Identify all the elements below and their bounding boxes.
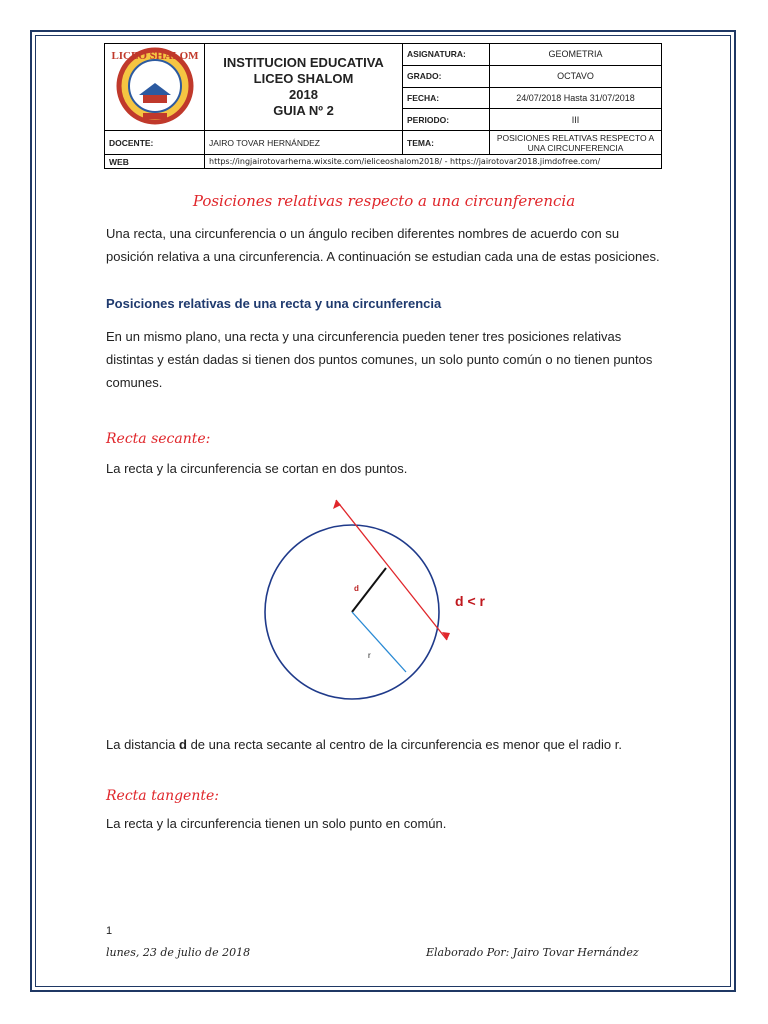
tangente-text: La recta y la circunferencia tienen un solo punto en común.: [106, 816, 447, 831]
asignatura-value: GEOMETRIA: [490, 44, 662, 66]
docente-value: JAIRO TOVAR HERNÁNDEZ: [205, 131, 403, 155]
tema-label: TEMA:: [403, 131, 490, 155]
guide-number: GUIA Nº 2: [273, 103, 334, 118]
institution-line2: LICEO SHALOM: [253, 71, 354, 86]
conclusion-bold-d: d: [179, 737, 187, 752]
secant-line: [336, 500, 447, 640]
radius-segment: [352, 612, 406, 672]
page-number: 1: [106, 925, 113, 937]
secante-text: La recta y la circunferencia se cortan en dos puntos.: [106, 461, 408, 476]
section-paragraph: En un mismo plano, una recta y una circunferencia pueden tener tres posiciones relativas distintas y están dadas si tienen dos puntos comunes, un solo punto común o no tienen puntos comunes.: [106, 329, 653, 390]
web-label: WEB: [105, 155, 205, 169]
fecha-label: FECHA:: [403, 87, 490, 109]
institution-line1: INSTITUCION EDUCATIVA: [223, 55, 384, 70]
fecha-value: 24/07/2018 Hasta 31/07/2018: [490, 87, 662, 109]
conclusion-suffix: de una recta secante al centro de la circunferencia es menor que el radio r.: [186, 737, 622, 752]
docente-label: DOCENTE:: [105, 131, 205, 155]
tangente-heading: Recta tangente:: [106, 788, 219, 804]
section-heading: Posiciones relativas de una recta y una circunferencia: [106, 296, 442, 311]
footer-author: Elaborado Por: Jairo Tovar Hernández: [426, 946, 639, 959]
periodo-value: III: [490, 109, 662, 131]
page-title: Posiciones relativas respecto a una circunferencia: [192, 192, 576, 210]
secante-heading: Recta secante:: [106, 431, 211, 447]
periodo-label: PERIODO:: [403, 109, 490, 131]
institution-year: 2018: [289, 87, 318, 102]
secante-conclusion: [106, 733, 666, 756]
web-links[interactable]: https://ingjairotovarherna.wixsite.com/ieliceoshalom2018/ - https://jairotovar2018.jimdofree.com/: [205, 155, 662, 169]
footer-date: lunes, 23 de julio de 2018: [106, 946, 251, 959]
logo-text: LICEO SHALOM: [111, 50, 199, 62]
intro-paragraph: Una recta, una circunferencia o un ángulo reciben diferentes nombres de acuerdo con su posición relativa a una circunferencia. A continuación se estudian cada una de estas posiciones.: [106, 226, 660, 264]
secant-arrow-start: [333, 500, 341, 509]
conclusion-prefix: La distancia: [106, 737, 179, 752]
tema-value: POSICIONES RELATIVAS RESPECTO A UNA CIRCUNFERENCIA: [490, 131, 662, 155]
grado-value: OCTAVO: [490, 65, 662, 87]
grado-label: GRADO:: [403, 65, 490, 87]
relation-label: d < r: [455, 593, 485, 609]
label-r: r: [368, 651, 371, 660]
label-d: d: [354, 584, 359, 593]
asignatura-label: ASIGNATURA:: [403, 44, 490, 66]
